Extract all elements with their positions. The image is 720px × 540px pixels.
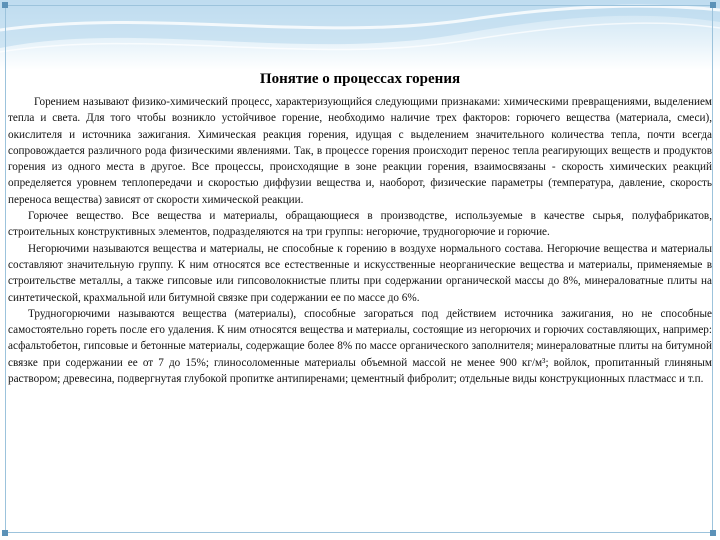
decorative-wave <box>0 0 720 70</box>
slide-content <box>8 70 712 387</box>
paragraph-hardly-combustible: Трудногорючими называются вещества (материалы), способные загораться под действием источника зажигания, но не способные самостоятельно гореть после его удаления. К ним относятся вещества и материалы, состоящие из негорючих и горючих составляющих, например: асфальтобетон, гипсовые и бетонные материалы, содержащие более 8% по массе органического заполнителя; минераловатные плиты на битумной связке при содержании ее от 7 до 15%; глиносоломенные материалы объемной массой не менее 900 кг/м³; войлок, пропитанный глиняным раствором; древесина, подвергнутая глубокой пропитке антипиренами; цементный фибролит; отдельные виды конструкционных пластмасс и т.п. <box>8 307 712 386</box>
paragraph-combustible-substance: Горючее вещество. Все вещества и материалы, обращающиеся в производстве, используемые в качестве сырья, полуфабрикатов, строительных конструктивных элементов, подразделяются на три группы: негорючие, трудногорючие и горючие. <box>8 210 712 239</box>
body-text <box>8 94 712 387</box>
frame-corner-top-left <box>2 2 8 8</box>
paragraph-non-combustible: Негорючими называются вещества и материалы, не способные к горению в воздухе нормального состава. Негорючие вещества и материалы составляют значительную группу. К ним относятся все естественные и искусственные неорганические вещества и материалы, применяемые в строительстве металлы, а также гипсовые или гипсоволокнистые плиты при содержании органической массы до 8%, минераловатные плиты на синтетической, крахмальной или битумной связке при содержании ее по массе до 6%. <box>8 242 712 304</box>
page-title: Понятие о процессах горения <box>259 71 461 87</box>
paragraph-combustion-definition: Горением называют физико-химический процесс, характеризующийся следующими признаками: химическими превращениями, выделением тепла и света. Для того чтобы возникло устойчивое горение, необходимо наличие трех факторов: горючего вещества (материала, смеси), окислителя и источника зажигания. Химическая реакция горения, идущая с выделением значительного количества тепла, почти всегда сопровождается различного рода физическими явлениями. Так, в процессе горения происходит перенос тепла реагирующих веществ и продуктов горения из одного места в другое. Все процессы, происходящие в зоне реакции горения, взаимосвязаны - скорость химических реакций определяется уровнем теплопередачи и скоростью диффузии вещества и, наоборот, физические параметры (температура, давление, скорость переноса вещества) зависят от скорости химической реакции. <box>8 96 712 206</box>
frame-corner-top-right <box>710 2 716 8</box>
frame-corner-bottom-left <box>2 530 8 536</box>
frame-corner-bottom-right <box>710 530 716 536</box>
